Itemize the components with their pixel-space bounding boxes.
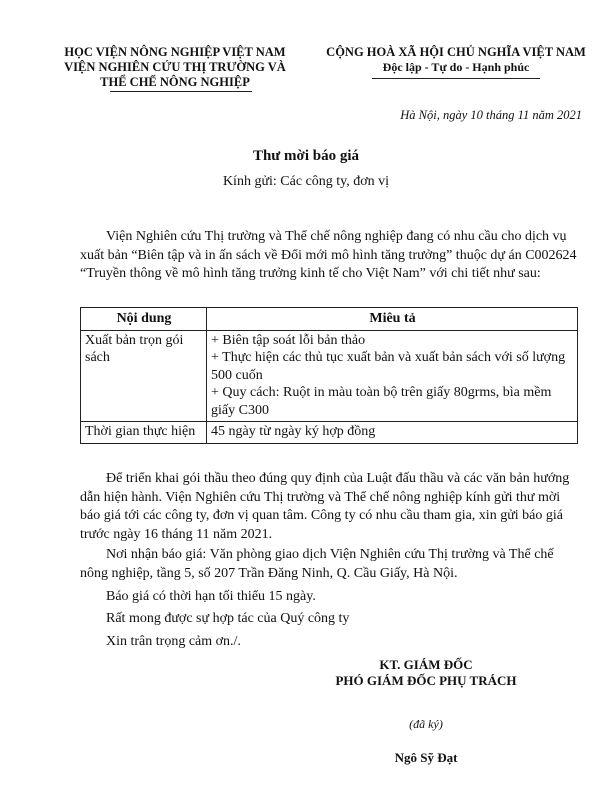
letter-title: Thư mời báo giá [252,148,360,164]
thanks-line: Xin trân trọng cảm ơn./. [106,634,241,649]
nation-name: CỘNG HOÀ XÃ HỘI CHỦ NGHĨA VIỆT NAM [326,45,586,59]
table-header-row [81,308,578,331]
national-header [308,45,604,75]
organization-header [40,45,310,90]
intro-paragraph [80,228,578,284]
signature-title-line-2: PHÓ GIÁM ĐỐC PHỤ TRÁCH [335,673,517,688]
validity-line: Báo giá có thời hạn tối thiểu 15 ngày. [106,589,316,604]
table-row [81,330,578,422]
greeting: Kính gửi: Các công ty, đơn vị [222,174,390,189]
row-description-cell [207,330,578,422]
address-paragraph [80,546,578,583]
header-description: Miêu tả [207,308,578,331]
body-paragraph [80,470,578,544]
address-text: Nơi nhận báo giá: Văn phòng giao dịch Viện Nghiên cứu Thị trường và Thể chế nông nghiệp, tầng 5, số 207 Trần Đăng Ninh, Q. Cầu Giấy, Hà Nội. [80,547,554,581]
motto-underline [372,78,540,79]
signature-title [318,657,534,689]
description-item: 45 ngày từ ngày ký hợp đồng [211,424,376,439]
signer-name: Ngô Sỹ Đạt [394,750,458,765]
row-content-cell: Xuất bản trọn gói sách [81,330,207,422]
national-motto: Độc lập - Tự do - Hạnh phúc [382,60,530,74]
org-line-3: THỂ CHẾ NÔNG NGHIỆP [100,75,250,89]
date-line: Hà Nội, ngày 10 tháng 11 năm 2021 [400,108,582,122]
intro-text: Viện Nghiên cứu Thị trường và Thể chế nông nghiệp đang có nhu cầu cho dịch vụ xuất bản “Biên tập và in ấn sách về Đổi mới mô hình tăng trưởng” thuộc dự án C002624 “Truyền thông về mô hình tăng trưởng kinh tế cho Việt Nam” với chi tiết như sau: [80,229,577,282]
org-line-2: VIỆN NGHIÊN CỨU THỊ TRƯỜNG VÀ [64,60,286,74]
cooperation-line: Rất mong được sự hợp tác của Quý công ty [106,611,350,626]
service-table [80,307,578,444]
description-item: + Quy cách: Ruột in màu toàn bộ trên giấy 80grms, bìa mềm giấy C300 [211,385,552,418]
body-text: Để triển khai gói thầu theo đúng quy định của Luật đấu thầu và các văn bản hướng dẫn hiện hành. Viện Nghiên cứu Thị trường và Thể chế nông nghiệp kính gửi thư mời báo giá tới các công ty, đơn vị quan tâm. Công ty có nhu cầu tham gia, xin gửi báo giá trước ngày 16 tháng 11 năm 2021. [80,471,570,542]
header-content: Nội dung [81,308,207,331]
row-content-cell: Thời gian thực hiện [81,422,207,444]
description-item: + Biên tập soát lỗi bản thảo [211,332,366,348]
signed-note: (đã ký) [409,717,443,731]
row-description-cell [207,422,578,444]
org-underline [110,91,252,92]
signature-title-line-1: KT. GIÁM ĐỐC [379,657,473,672]
table-row [81,422,578,444]
description-item: + Thực hiện các thủ tục xuất bản và xuất bản sách với số lượng 500 cuốn [211,350,566,383]
org-line-1: HỌC VIỆN NÔNG NGHIỆP VIỆT NAM [64,45,286,59]
